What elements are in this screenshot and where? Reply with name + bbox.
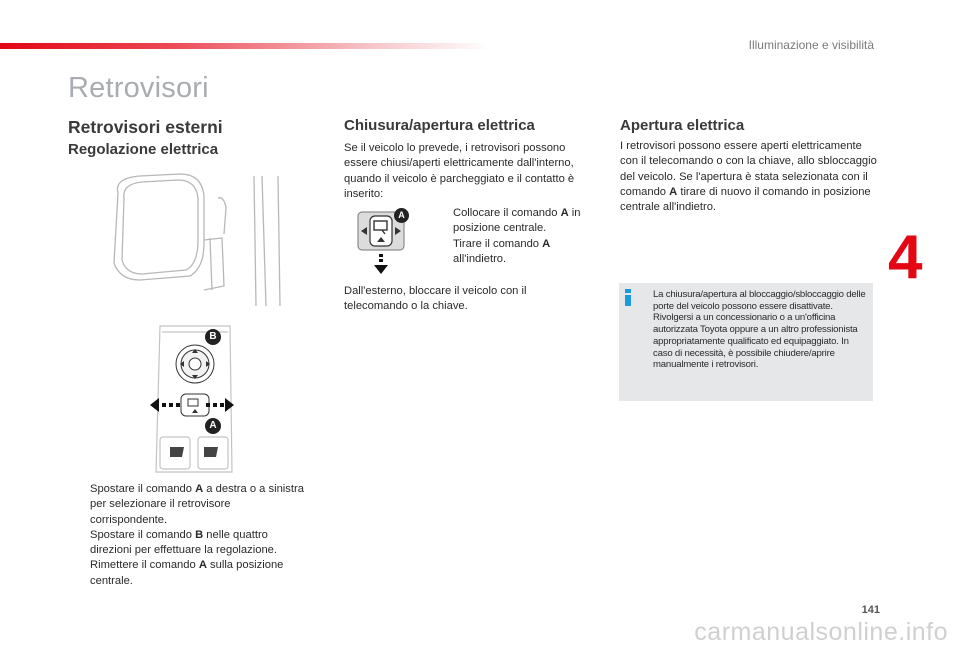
mirror-illustration (100, 168, 290, 306)
page-number: 141 (861, 604, 880, 616)
info-icon (625, 289, 631, 305)
middle-bullet-list (433, 206, 599, 267)
section-title-electric-opening: Apertura elettrica (620, 117, 745, 134)
callout-label-a: A (205, 418, 221, 434)
list-item: Collocare il comando A in posizione centrale. (453, 207, 581, 235)
list-item: Tirare il comando A all'indietro. (453, 237, 551, 265)
watermark: carmanualsonline.info (694, 618, 948, 646)
electric-opening-text: I retrovisori possono essere aperti elettricamente con il telecomando o con la chiave, allo sbloccaggio del veicolo. Se l'apertura è stata selezionata con il comando A tirare di nuovo il comando in posizione centrale all'indietro. (620, 140, 877, 214)
list-item: Spostare il comando B nelle quattro direzioni per effettuare la regolazione. (90, 528, 277, 557)
section-header: Illuminazione e visibilità (748, 38, 874, 52)
folding-intro-text: Se il veicolo lo prevede, i retrovisori possono essere chiusi/aperti elettricamente dall'interno, quando il veicolo è parcheggiato e il contatto è inserito: (344, 142, 575, 200)
list-item: Spostare il comando A a destra o a sinistra per selezionare il retrovisore corrispondente. (90, 483, 304, 526)
section-title-folding: Chiusura/apertura elettrica (344, 117, 535, 134)
subsection-title-electric-adjustment: Regolazione elettrica (68, 141, 219, 158)
chapter-number: 4 (888, 223, 923, 292)
left-bullet-list (70, 482, 308, 589)
double-arrow-icon (148, 394, 236, 416)
info-note-text: La chiusura/apertura al bloccaggio/sbloccaggio delle porte del veicolo possono essere disattivate. Rivolgersi a un concessionario o a un'officina autorizzata Toyota oppure a un altro professionista appropriatamente qualificato ed equipaggiato. In caso di necessità, è possibile chiudere/aprire manualmente i retrovisori. (653, 289, 866, 371)
section-title-external-mirrors: Retrovisori esterni (68, 117, 223, 137)
folding-outro-text: Dall'esterno, bloccare il veicolo con il telecomando o la chiave. (344, 285, 527, 313)
info-note (619, 283, 873, 401)
callout-label-b: B (205, 329, 221, 345)
callout-label-a-small: A (394, 208, 409, 223)
header-accent-bar (0, 43, 490, 49)
list-item: Rimettere il comando A sulla posizione centrale. (90, 559, 284, 587)
page-title: Retrovisori (68, 72, 209, 104)
